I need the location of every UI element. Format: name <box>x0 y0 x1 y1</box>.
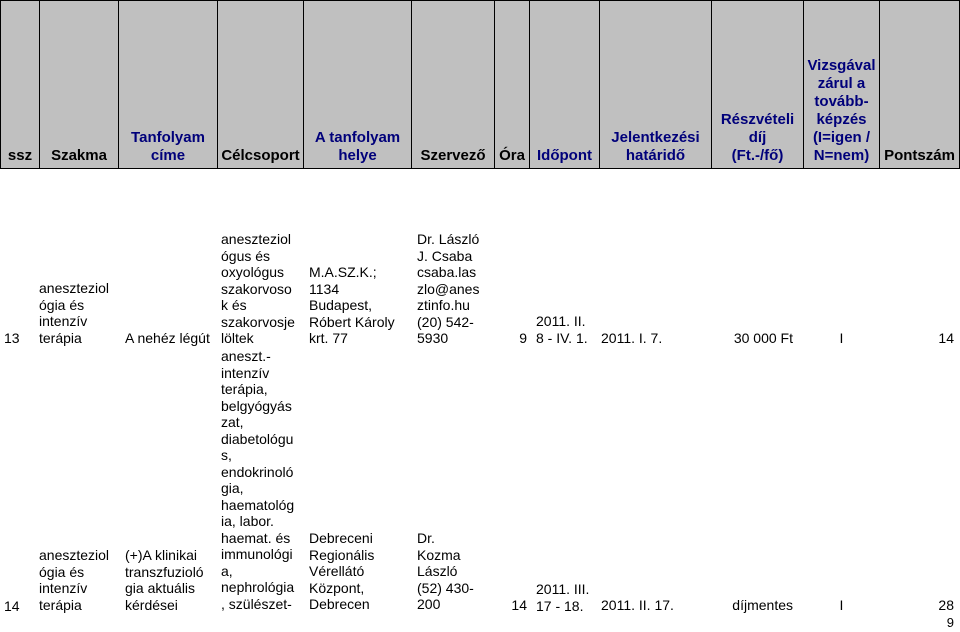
row-reszveteli: 30 000 Ft <box>733 330 793 346</box>
row-ora: 14 <box>511 597 527 613</box>
row-tanfolyam-cime: A nehéz légút <box>125 330 210 346</box>
row-szervezo: Dr. Kozma László (52) 430- 200 <box>417 530 474 612</box>
header-szervezo: Szervező <box>420 147 486 164</box>
header-szakma: Szakma <box>51 147 107 164</box>
row-helye: M.A.SZ.K.; 1134 Budapest, Róbert Károly krt. 77 <box>309 264 395 346</box>
row-idopont: 2011. II. 8 - IV. 1. <box>536 313 588 346</box>
row-celcsoport: aneszteziol ógus és oxyológus szakorvoso k és szakorvosje löltek <box>221 231 295 346</box>
row-pontszam: 28 <box>938 597 954 613</box>
row-helye: Debreceni Regionális Vérellátó Központ, Debrecen <box>309 530 375 612</box>
header-ora: Óra <box>499 147 525 164</box>
header-pontszam: Pontszám <box>884 147 955 164</box>
header-celcsoport: Célcsoport <box>221 147 300 164</box>
row-jelentkezesi: 2011. II. 17. <box>601 597 674 613</box>
header-ssz: ssz <box>7 147 33 164</box>
row-ora: 9 <box>519 330 527 346</box>
page-number: 9 <box>946 615 954 630</box>
row-szervezo: Dr. László J. Csaba csaba.las zlo@anes ztinfo.hu (20) 542- 5930 <box>417 231 480 346</box>
row-reszveteli: díjmentes <box>732 597 793 613</box>
row-celcsoport: aneszt.- intenzív terápia, belgyógyás zat, diabetológu s, endokrinoló gia, haematológ ia, labor. haemat. és immunológi a, nephrológia , szülészet- <box>221 348 295 612</box>
header-idopont: Időpont <box>537 147 592 164</box>
header-tanfolyam-cime: Tanfolyam címe <box>131 129 205 164</box>
table-top-border <box>1 0 959 1</box>
header-jelentkezesi-hatarido: Jelentkezési határidő <box>611 129 700 164</box>
header-vizsgaval: Vizsgával zárul a tovább- képzés (I=igen / N=nem) <box>807 57 876 164</box>
row-pontszam: 14 <box>938 330 954 346</box>
row-tanfolyam-cime: (+)A klinikai transzfuzioló gia aktuális kérdései <box>125 547 204 613</box>
row-ssz: 13 <box>4 330 20 346</box>
row-szakma: aneszteziol ógia és intenzív terápia <box>39 280 110 346</box>
row-szakma: aneszteziol ógia és intenzív terápia <box>39 547 110 613</box>
row-ssz: 14 <box>4 598 20 614</box>
row-vizsgaval: I <box>839 597 844 613</box>
row-jelentkezesi: 2011. I. 7. <box>601 330 663 346</box>
header-reszveteli-dij: Részvételi díj (Ft.-/fő) <box>720 111 795 164</box>
row-vizsgaval: I <box>839 330 844 346</box>
header-bottom-border <box>1 168 959 169</box>
header-tanfolyam-helye: A tanfolyam helye <box>314 129 401 164</box>
row-idopont: 2011. III. 17 - 18. <box>536 581 590 614</box>
